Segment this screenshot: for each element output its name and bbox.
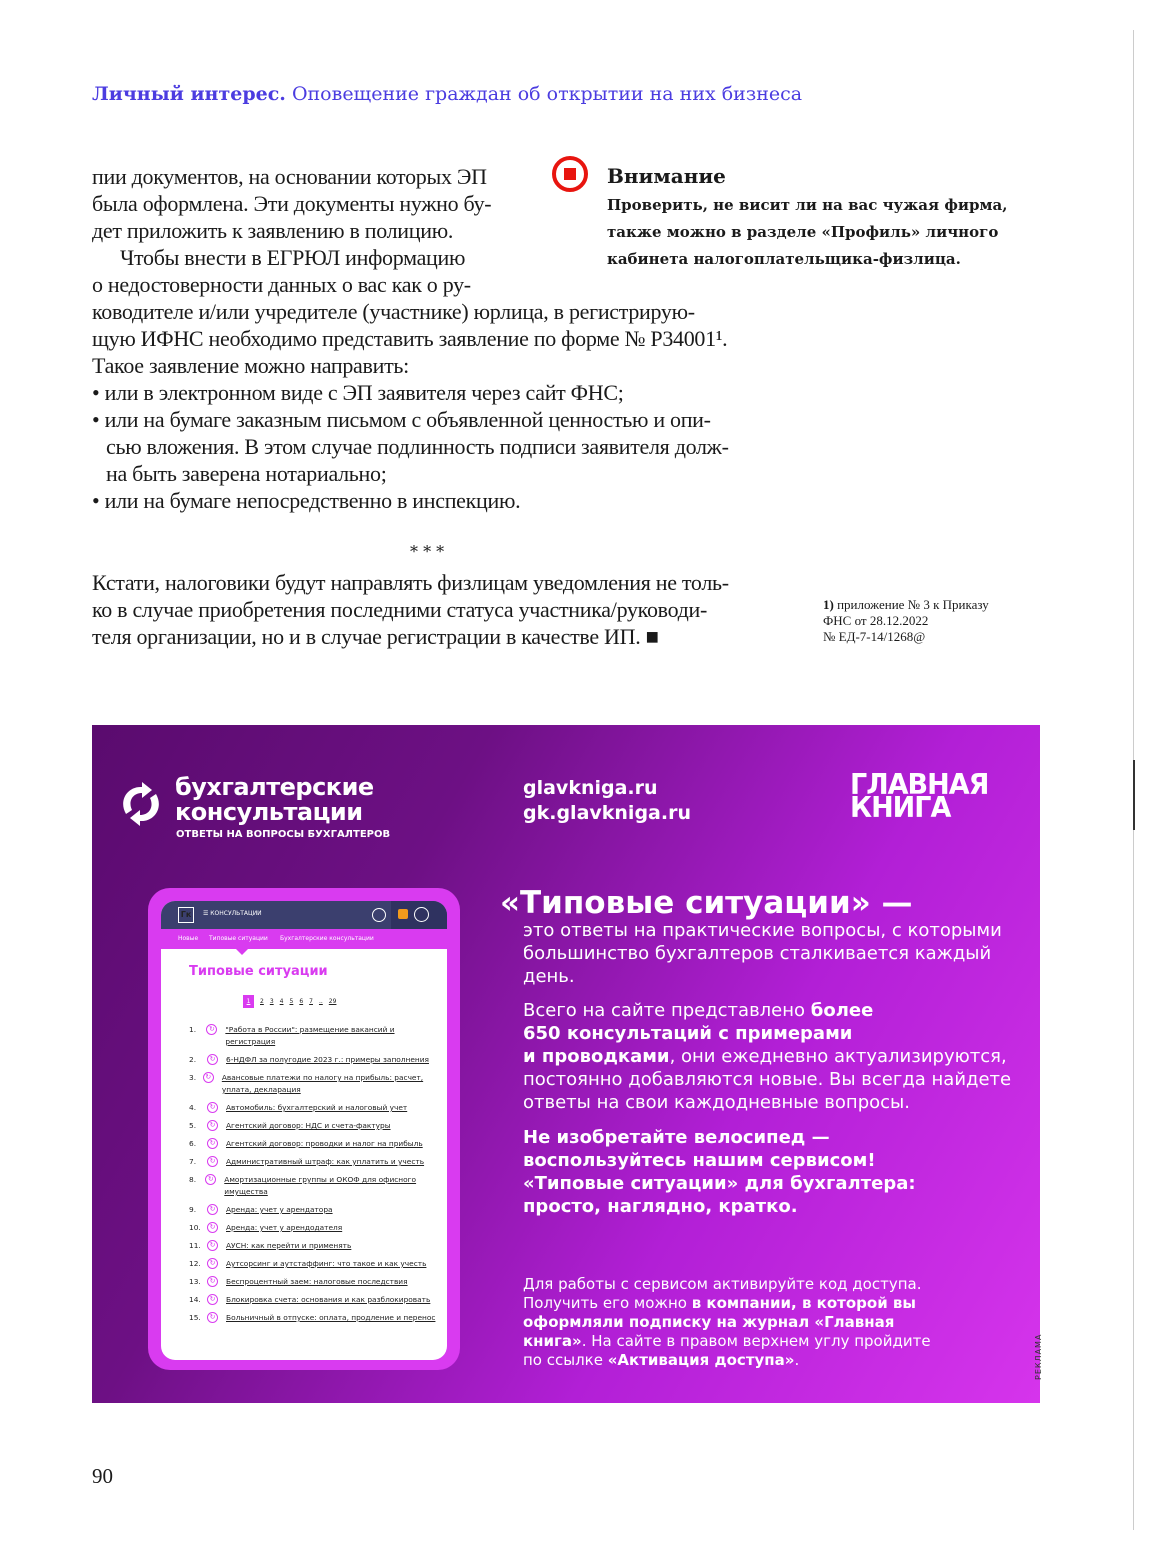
refresh-icon: ↻ xyxy=(207,1276,218,1287)
body-line: была оформлена. Эти документы нужно бу- xyxy=(92,191,492,216)
item-number: 2. xyxy=(189,1055,197,1064)
ad-paragraph-2: Всего на сайте представлено более 650 консультаций с примерами и проводками, они ежедневно актуализируются, постоянно добавляются новые. Вы всегда найдете ответы на свои каждодневные вопросы. xyxy=(523,1000,1012,1113)
section-name: Личный интерес. xyxy=(92,83,286,105)
menu-button: ☰ КОНСУЛЬТАЦИИ xyxy=(203,910,262,917)
refresh-icon: ↻ xyxy=(207,1156,218,1167)
article-title: Оповещение граждан об открытии на них бизнеса xyxy=(291,83,803,105)
attention-title: Внимание xyxy=(607,164,726,188)
item-link[interactable]: Аренда: учет у арендатора xyxy=(226,1205,333,1214)
item-link[interactable]: Административный штраф: как уплатить и учесть xyxy=(226,1157,425,1166)
item-link[interactable]: Больничный в отпуске: оплата, продление и перенос xyxy=(226,1313,436,1322)
page-link[interactable]: .. xyxy=(318,998,323,1005)
refresh-icon: ↻ xyxy=(207,1312,218,1323)
item-link[interactable]: Беспроцентный заем: налоговые последствия xyxy=(226,1277,408,1286)
situations-list xyxy=(189,1024,439,1330)
nav-pointer xyxy=(236,949,248,955)
refresh-icon: ↻ xyxy=(207,1120,218,1131)
list-item[interactable] xyxy=(189,1120,439,1132)
closing-line: ко в случае приобретения последними статуса участника/руководи- xyxy=(92,597,708,622)
body-line: пии документов, на основании которых ЭП xyxy=(92,164,487,189)
page-link[interactable]: 4 xyxy=(279,998,284,1005)
refresh-icon: ↻ xyxy=(206,1024,217,1035)
phone-screen xyxy=(161,901,447,1360)
list-item[interactable] xyxy=(189,1222,439,1234)
body-line: • или на бумаге непосредственно в инспекцию. xyxy=(92,488,521,513)
footnote-line: № ЕД-7-14/1268@ xyxy=(823,629,926,644)
item-link[interactable]: "Работа в России": размещение вакансий и регистрация xyxy=(225,1025,395,1046)
refresh-icon: ↻ xyxy=(207,1258,218,1269)
refresh-icon: ↻ xyxy=(207,1054,218,1065)
attention-text: кабинета налогоплательщика-физлица. xyxy=(607,250,961,268)
pagination xyxy=(243,995,336,1008)
body-line: Чтобы внести в ЕГРЮЛ информацию xyxy=(120,245,466,270)
refresh-logo-icon xyxy=(120,780,162,828)
ad-headline: «Типовые ситуации» — xyxy=(500,885,913,921)
list-item[interactable] xyxy=(189,1174,439,1198)
item-number: 7. xyxy=(189,1157,197,1166)
brand-name: бухгалтерские консультации xyxy=(175,773,374,826)
nav-consultations: Бухгалтерские консультации xyxy=(280,935,374,942)
list-item[interactable] xyxy=(189,1276,439,1288)
item-number: 6. xyxy=(189,1139,197,1148)
site-link[interactable]: glavkniga.ru xyxy=(523,777,658,799)
advertisement xyxy=(92,725,1040,1403)
footnote-line: приложение № 3 к Приказу xyxy=(837,597,989,612)
body-line: • или в электронном виде с ЭП заявителя через сайт ФНС; xyxy=(92,380,624,405)
attention-text: Проверить, не висит ли на вас чужая фирма, xyxy=(607,196,1008,214)
item-number: 11. xyxy=(189,1241,201,1250)
brand-tagline: ОТВЕТЫ НА ВОПРОСЫ БУХГАЛТЕРОВ xyxy=(176,829,391,840)
body-line: Такое заявление можно направить: xyxy=(92,353,409,378)
running-header xyxy=(92,83,802,105)
footnote-line: ФНС от 28.12.2022 xyxy=(823,613,929,628)
list-item[interactable] xyxy=(189,1024,439,1048)
page-link[interactable]: 3 xyxy=(269,998,274,1005)
page-number: 90 xyxy=(92,1464,113,1488)
refresh-icon: ↻ xyxy=(207,1138,218,1149)
item-link[interactable]: Амортизационные группы и ОКОФ для офисного имущества xyxy=(224,1175,417,1196)
phone-mockup xyxy=(148,888,460,1370)
list-item[interactable] xyxy=(189,1258,439,1270)
app-icon xyxy=(398,909,408,919)
item-number: 3. xyxy=(189,1073,197,1082)
nav-new: Новые xyxy=(178,935,199,942)
item-link[interactable]: Аутсорсинг и аутстаффинг: что такое и как учесть xyxy=(226,1259,427,1268)
list-item[interactable] xyxy=(189,1102,439,1114)
item-number: 13. xyxy=(189,1277,201,1286)
list-item[interactable] xyxy=(189,1240,439,1252)
list-item[interactable] xyxy=(189,1312,439,1324)
page-edge-mark xyxy=(1133,760,1135,830)
item-link[interactable]: Агентский договор: НДС и счета-фактуры xyxy=(226,1121,391,1130)
glavnaya-kniga-logo: ГЛАВНАЯ КНИГА xyxy=(850,768,989,825)
refresh-icon: ↻ xyxy=(203,1072,214,1083)
item-number: 1. xyxy=(189,1025,197,1034)
body-line: дет приложить к заявлению в полицию. xyxy=(92,218,454,243)
item-number: 9. xyxy=(189,1205,197,1214)
footnote-marker: 1) xyxy=(823,597,834,612)
site-topbar xyxy=(161,901,447,929)
body-line: сью вложения. В этом случае подлинность подписи заявителя долж- xyxy=(106,434,729,459)
site-nav xyxy=(161,929,447,949)
list-item[interactable] xyxy=(189,1138,439,1150)
item-link[interactable]: АУСН: как перейти и применять xyxy=(226,1241,352,1250)
search-icon xyxy=(372,908,386,922)
item-number: 14. xyxy=(189,1295,201,1304)
page-link[interactable]: 5 xyxy=(289,998,294,1005)
list-item[interactable] xyxy=(189,1054,439,1066)
page-link[interactable]: 1 xyxy=(243,995,254,1008)
list-item[interactable] xyxy=(189,1204,439,1216)
item-link[interactable]: Аренда: учет у арендодателя xyxy=(226,1223,343,1232)
item-link[interactable]: Агентский договор: проводки и налог на прибыль xyxy=(226,1139,423,1148)
item-number: 10. xyxy=(189,1223,201,1232)
refresh-icon: ↻ xyxy=(207,1204,218,1215)
page-link[interactable]: 6 xyxy=(299,998,304,1005)
refresh-icon: ↻ xyxy=(207,1222,218,1233)
site-logo: Гк xyxy=(178,907,194,923)
user-icon xyxy=(414,907,429,922)
item-link[interactable]: Блокировка счета: основания и как разблокировать xyxy=(226,1295,431,1304)
ad-paragraph-1: это ответы на практические вопросы, с которыми большинство бухгалтеров сталкивается каждый день. xyxy=(523,920,1002,987)
item-number: 4. xyxy=(189,1103,197,1112)
nav-typical: Типовые ситуации xyxy=(209,935,268,942)
body-line: ководителе и/или учредителе (участнике) юрлица, в регистрирую- xyxy=(92,299,695,324)
page-link[interactable]: 7 xyxy=(309,998,313,1005)
screen-title: Типовые ситуации xyxy=(189,964,328,979)
item-number: 12. xyxy=(189,1259,201,1268)
body-line: на быть заверена нотариально; xyxy=(106,461,387,486)
item-number: 8. xyxy=(189,1175,197,1184)
item-link[interactable]: Авансовые платежи по налогу на прибыль: расчет, уплата, декларация xyxy=(221,1073,424,1094)
closing-line: теля организации, но и в случае регистрации в качестве ИП. ■ xyxy=(92,624,659,649)
site-link[interactable]: gk.glavkniga.ru xyxy=(523,802,691,824)
list-item[interactable] xyxy=(189,1072,439,1096)
item-number: 5. xyxy=(189,1121,197,1130)
list-item[interactable] xyxy=(189,1294,439,1306)
footnote xyxy=(823,597,989,645)
list-item[interactable] xyxy=(189,1156,439,1168)
ad-paragraph-3: Не изобретайте велосипед — воспользуйтесь нашим сервисом! «Типовые ситуации» для бухгалтера: просто, наглядно, кратко. xyxy=(523,1127,916,1217)
refresh-icon: ↻ xyxy=(205,1174,216,1185)
refresh-icon: ↻ xyxy=(207,1294,218,1305)
page-link[interactable]: 29 xyxy=(328,998,337,1005)
attention-icon xyxy=(552,156,588,192)
separator: * * * xyxy=(410,542,445,561)
refresh-icon: ↻ xyxy=(207,1102,218,1113)
closing-line: Кстати, налоговики будут направлять физлицам уведомления не толь- xyxy=(92,570,729,595)
ad-paragraph-4: Для работы с сервисом активируйте код доступа. Получить его можно в компании, в которой вы оформляли подписку на журнал «Главная книга». На сайте в правом верхнем углу пройдите по ссылке «Активация доступа». xyxy=(523,1275,931,1369)
page-link[interactable]: 2 xyxy=(260,998,264,1005)
item-link[interactable]: Автомобиль: бухгалтерский и налоговый учет xyxy=(226,1103,408,1112)
refresh-icon: ↻ xyxy=(207,1240,218,1251)
attention-text: также можно в разделе «Профиль» личного xyxy=(607,223,999,241)
ad-label: РЕКЛАМА xyxy=(1034,1333,1043,1380)
item-link[interactable]: 6-НДФЛ за полугодие 2023 г.: примеры заполнения xyxy=(226,1055,429,1064)
item-number: 15. xyxy=(189,1313,201,1322)
body-line: о недостоверности данных о вас как о ру- xyxy=(92,272,471,297)
body-line: • или на бумаге заказным письмом с объявленной ценностью и опи- xyxy=(92,407,711,432)
body-line: щую ИФНС необходимо представить заявление по форме № Р34001¹. xyxy=(92,326,728,351)
